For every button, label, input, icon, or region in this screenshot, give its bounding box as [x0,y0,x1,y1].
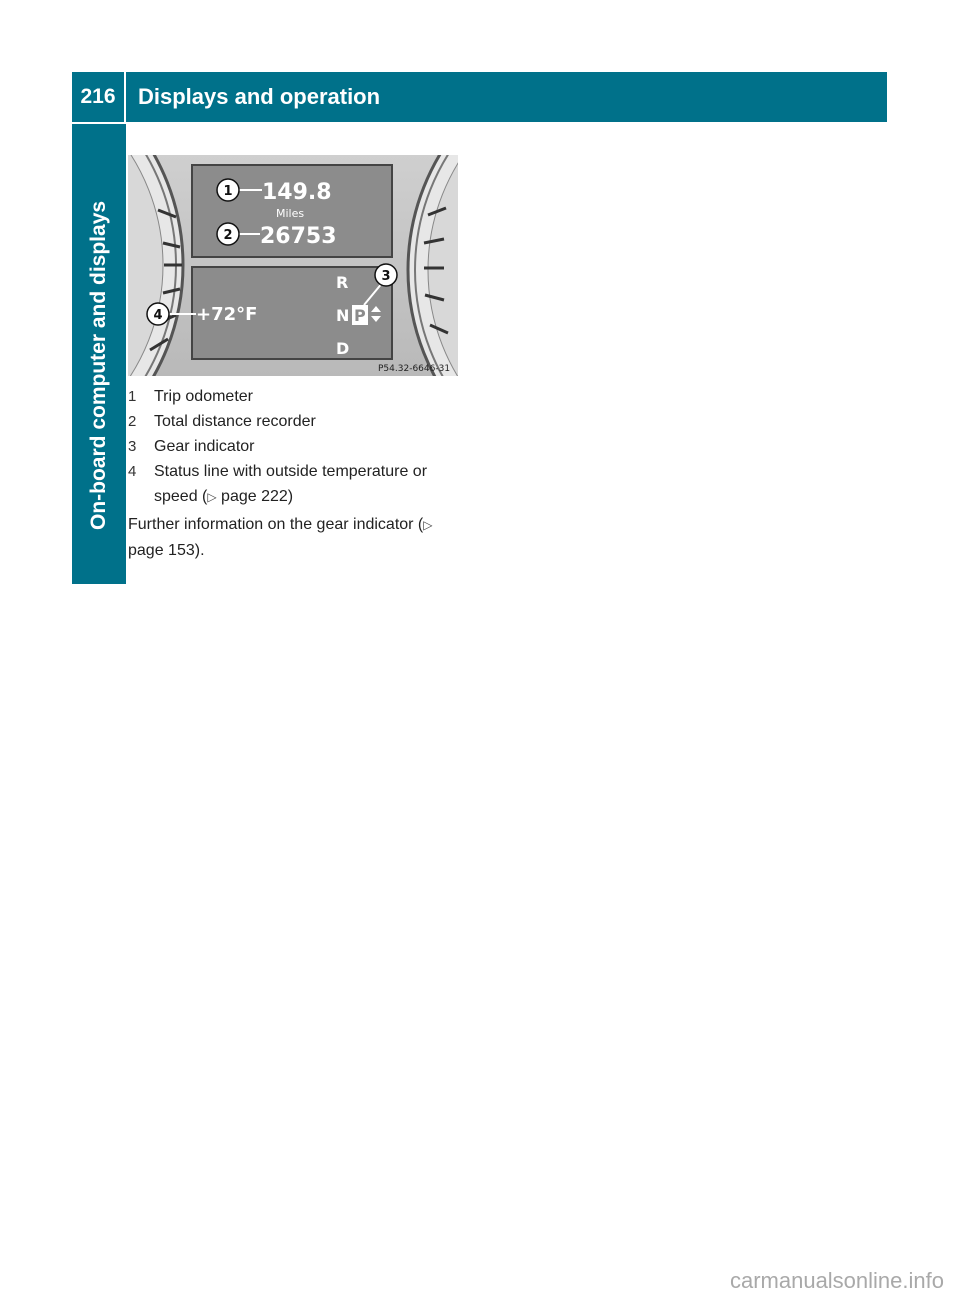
item-text: Status line with outside temperature or speed (▷ page 222) [154,463,428,505]
list-item [128,409,458,434]
gear-r: R [336,273,349,292]
item-marker: 4 [128,463,137,480]
callout-4 [147,303,169,325]
item-marker: 2 [128,413,137,430]
item-text: Trip odometer [154,388,253,405]
temperature-value: +72°F [196,304,258,325]
page-reference-arrow-icon: ▷ [423,518,433,532]
item-marker: 3 [128,438,137,455]
item-text: Total distance recorder [154,413,316,430]
callout-2 [217,223,239,245]
list-item [128,434,458,459]
total-value: 26753 [260,224,337,249]
trip-value: 149.8 [262,180,332,205]
callout-1 [217,179,239,201]
page-number: 216 [72,72,126,122]
callout-3 [375,264,397,286]
section-title: Displays and operation [138,84,381,109]
item-text: Gear indicator [154,438,255,455]
chapter-label: On-board computer and displays [87,200,110,530]
figure-code: P54.32-6646-31 [378,364,451,374]
svg-text:1: 1 [223,184,233,199]
page-reference-arrow-icon: ▷ [207,490,217,504]
svg-text:4: 4 [153,308,163,323]
gear-p: P [354,306,366,325]
list-item [128,384,458,409]
gear-n: N [336,306,350,325]
item-marker: 1 [128,388,137,405]
gear-d: D [336,339,350,358]
site-watermark: carmanualsonline.info [729,1268,944,1293]
list-item [128,459,458,510]
header-bar [72,72,887,122]
instrument-cluster-figure [128,155,458,376]
legend-list [128,384,458,510]
miles-unit: Miles [276,207,305,220]
svg-text:3: 3 [381,269,391,284]
svg-text:2: 2 [223,228,233,243]
further-info-paragraph: Further information on the gear indicator (▷ page 153). [128,516,433,559]
